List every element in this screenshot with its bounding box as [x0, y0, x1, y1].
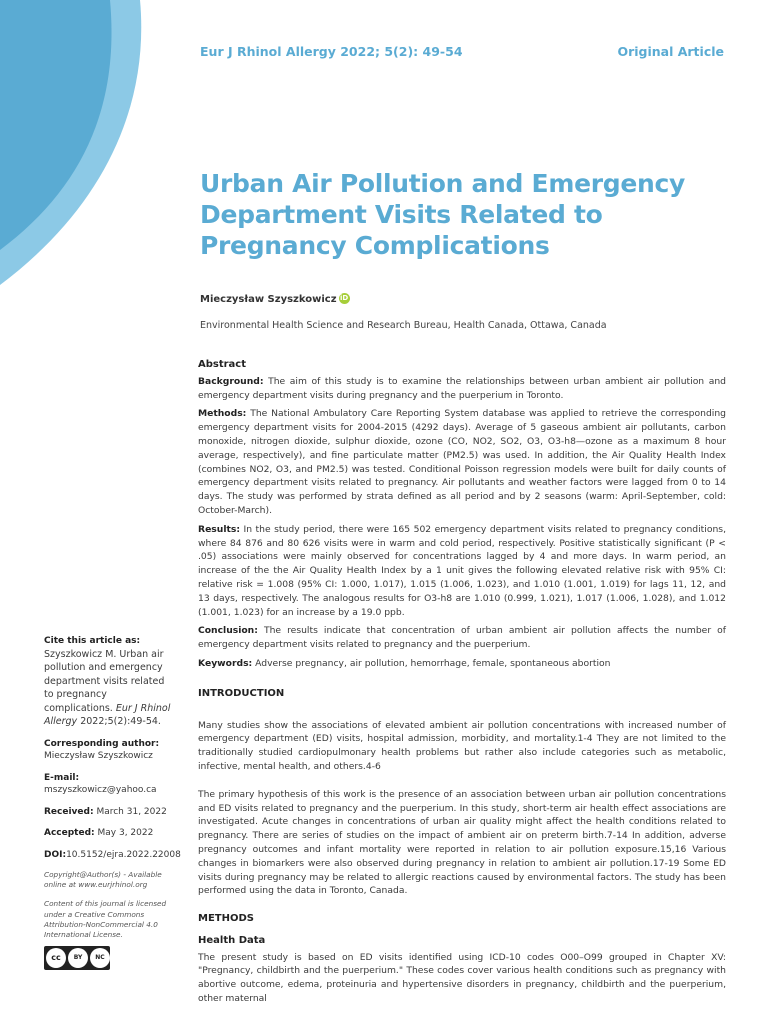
health-data-heading: Health Data: [198, 934, 266, 946]
article-title: Urban Air Pollution and Emergency Department Visits Related to Pregnancy Complications: [200, 169, 686, 260]
author-line: [200, 293, 350, 305]
cite-heading: Cite this article as:: [44, 636, 141, 646]
corresponding-author-name: Mieczysław Szyszkowicz: [44, 751, 153, 761]
main-column: [198, 358, 726, 1011]
keywords: Keywords: Adverse pregnancy, air pollution, hemorrhage, female, spontaneous abortion: [198, 657, 611, 669]
author-name: Mieczysław Szyszkowicz: [200, 294, 337, 305]
abstract-methods: Methods: The National Ambulatory Care Reporting System database was applied to retrieve the corresponding emergency department visits for 2004-2015 (4292 days). Average of 5 gaseous ambient air pollutants, carbon monoxide, nitrogen dioxide, sulphur dioxide, ozone (CO, NO2, SO2, O3, O3-h8—ozone as a maximum 8 hour average, respectively), and fine particulate matter (PM2.5) was used. In addition, the Air Quality Health Index (combines NO2, O3, and PM2.5) was tested. Conditional Poisson regression models were built for daily counts of emergency department visits related to pregnancy. Air pollutants and weather factors were lagged from 0 to 14 days. The study was performed by strata defined as all period and by 2 seasons (warm: April-September, cold: October-March).: [198, 408, 726, 516]
accepted-date: Accepted: May 3, 2022: [44, 828, 154, 838]
methods-heading: METHODS: [198, 913, 254, 925]
intro-paragraph-2: The primary hypothesis of this work is the presence of an association between urban air pollution concentrations and ED visits related to pregnancy and the puerperium. In this study, short-term air health effect associations are investigated. Acute changes in concentrations of urban air quality might affect the health conditions related to pregnancy. There are series of studies on the impact of ambient air on preterm birth.7-14 In addition, adverse pregnancy outcomes and infant mortality were reported in relation to air pollution exposure.15,16 Various changes in biomarkers were also observed during pregnancy in relation to ambient air pollution.17-19 Some ED visits during pregnancy may be related to allergic reactions caused by environmental factors. The study has been performed using the data in Toronto, Canada.: [198, 788, 726, 897]
abstract-background: Background: The aim of this study is to examine the relationships between urban ambient air pollution and emergency department visits during pregnancy and the puerperium in Toronto.: [198, 375, 727, 401]
methods-paragraph-1: The present study is based on ED visits identified using ICD-10 codes O00–O99 grouped in Chapter XV: "Pregnancy, childbirth and the puerperium." These codes cover various health conditions such as pregnancy with abortive outcome, edema, proteinuria and hypertensive disorders in pregnancy, childbirth and the puerperium, other maternal: [198, 951, 726, 1005]
orcid-icon[interactable]: iD: [339, 294, 349, 302]
license-notice: Content of this journal is licensed under a Creative Commons Attribution-NonCommercial 4.0 International License.: [44, 899, 167, 940]
cc-nc-icon: NC: [90, 948, 110, 968]
email-link[interactable]: mszyszkowicz@yahoo.ca: [44, 785, 157, 795]
running-header: [200, 44, 724, 62]
cite-text: Szyszkowicz M. Urban air pollution and emergency department visits related to pregnancy complications. Eur J Rhinol Allergy 2022;5(2):49-54.: [44, 648, 171, 727]
affiliation: Environmental Health Science and Research Bureau, Health Canada, Ottawa, Canada: [200, 320, 607, 331]
doi[interactable]: DOI:10.5152/ejra.2022.22008: [44, 849, 181, 860]
copyright-notice: Copyright@Author(s) - Available online at www.eurjrhinol.org: [44, 870, 162, 890]
received-date: Received: March 31, 2022: [44, 806, 167, 817]
article-type: Original Article: [617, 44, 724, 59]
decorative-corner-arc: [0, 0, 200, 290]
cc-by-icon: BY: [68, 948, 88, 968]
cc-icon: cc: [46, 948, 66, 968]
introduction-heading: INTRODUCTION: [198, 687, 285, 699]
abstract-results: Results: In the study period, there were 165 502 emergency department visits related to pregnancy conditions, where 84 876 and 80 626 visits were in warm and cold period, respectively. Positive statistically significant (P < .05) associations were mainly observed for concentrations lagged by 4 and more days. In warm period, an increase of the the Air Quality Health Index by a 1 unit gives the following elevated relative risk with 95% CI: relative risk = 1.008 (95% CI: 1.000, 1.017), 1.015 (1.006, 1.023), and 1.010 (1.001, 1.019) for lags 11, 12, and 13 days, respectively. The analogous results for O3-h8 are 1.010 (0.999, 1.021), 1.017 (1.006, 1.028), and 1.012 (1.001, 1.023) for an increase by a 19.0 ppb.: [198, 523, 726, 618]
article-info-sidebar: [44, 635, 181, 970]
corresponding-author-heading: Corresponding author:: [44, 738, 160, 749]
email-heading: E-mail:: [44, 772, 80, 783]
abstract-conclusion: Conclusion: The results indicate that concentration of urban ambient air pollution affects the number of emergency department visits related to pregnancy and the puerperium.: [198, 625, 727, 651]
intro-paragraph-1: Many studies show the associations of elevated ambient air pollution concentrations with increased number of emergency department (ED) visits, hospital admission, morbidity, and mortality.1-4 They are not limited to the traditionally studied cardiopulmonary health problems but rather also include categories such as metabolic, infective, mental health, and others.4-6: [198, 719, 726, 772]
abstract-heading: Abstract: [198, 359, 247, 370]
journal-citation: Eur J Rhinol Allergy 2022; 5(2): 49-54: [200, 44, 463, 59]
creative-commons-icon[interactable]: [44, 946, 110, 970]
